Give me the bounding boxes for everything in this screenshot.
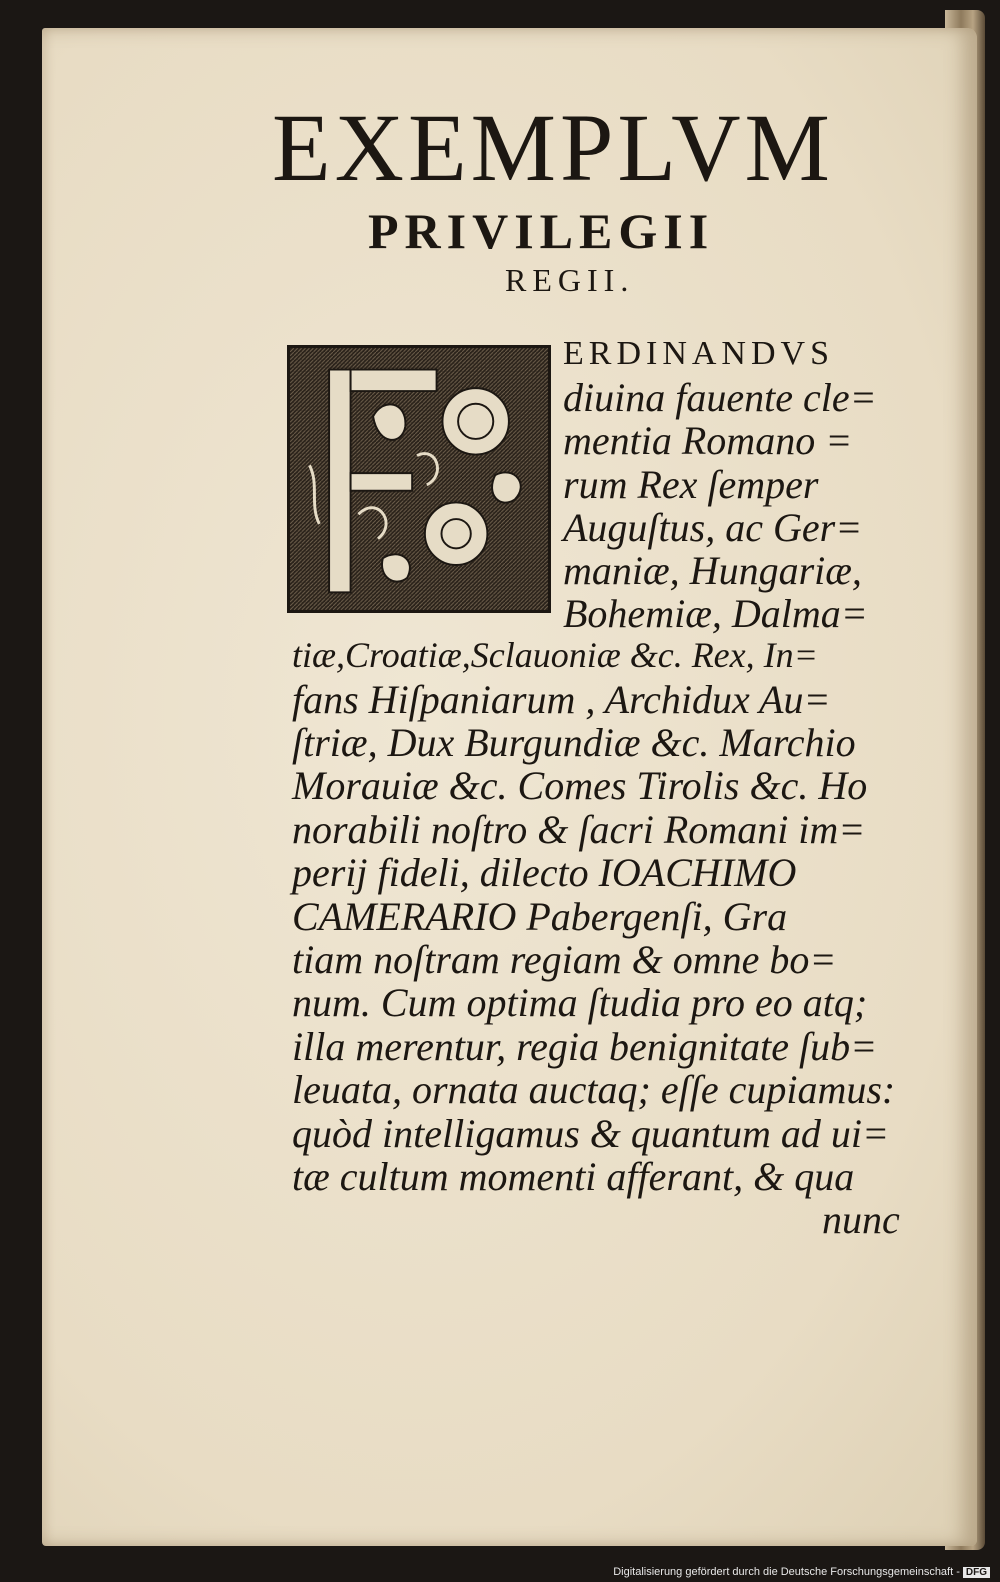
footer-credit-text: Digitalisierung gefördert durch die Deutsche Forschungsgemeinschaft - — [613, 1566, 960, 1578]
text-line-15: tiam noſtram regiam & omne bo= — [292, 937, 837, 982]
page-subtitle-2: REGII. — [505, 262, 635, 298]
text-line-16: num. Cum optima ſtudia pro eo atq; — [292, 980, 868, 1025]
text-line-5: Auguſtus, ac Ger= — [563, 505, 863, 550]
text-line-9: fans Hiſpaniarum , Archidux Au= — [292, 677, 831, 722]
dfg-logo: DFG — [963, 1567, 990, 1578]
text-line-8: tiæ,Croatiæ,Sclauoniæ &c. Rex, In= — [292, 635, 818, 675]
text-line-19: quòd intelligamus & quantum ad ui= — [292, 1111, 889, 1156]
text-line-4: rum Rex ſemper — [563, 462, 819, 507]
page-title: EXEMPLVM — [272, 94, 834, 201]
text-line-11: Morauiæ &c. Comes Tirolis &c. Ho — [292, 763, 868, 808]
text-line-13: perij fideli, dilecto IOACHIMO — [292, 850, 797, 895]
text-line-12: norabili noſtro & ſacri Romani im= — [292, 807, 866, 852]
text-line-7: Bohemiæ, Dalma= — [563, 591, 868, 636]
footer-credit — [613, 1566, 990, 1578]
text-line-10: ſtriæ, Dux Burgundiæ &c. Marchio — [292, 720, 856, 765]
text-line-2: diuina fauente cle= — [563, 375, 877, 420]
text-line-6: maniæ, Hungariæ, — [563, 548, 862, 593]
text-line-3: mentia Romano = — [563, 418, 853, 463]
catchword: nunc — [822, 1197, 900, 1242]
text-line-20: tæ cultum momenti afferant, & qua — [292, 1154, 855, 1199]
decorated-initial-image — [287, 345, 551, 613]
text-line-18: leuata, ornata auctaq; eſſe cupiamus: — [292, 1067, 896, 1112]
text-line-1: ERDINANDVS — [563, 335, 834, 372]
initial-f-ornament — [290, 348, 548, 610]
page-subtitle: PRIVILEGII — [368, 203, 715, 259]
text-line-17: illa merentur, regia benignitate ſub= — [292, 1024, 878, 1069]
text-line-14: CAMERARIO Pabergenſi, Gra — [292, 894, 788, 939]
